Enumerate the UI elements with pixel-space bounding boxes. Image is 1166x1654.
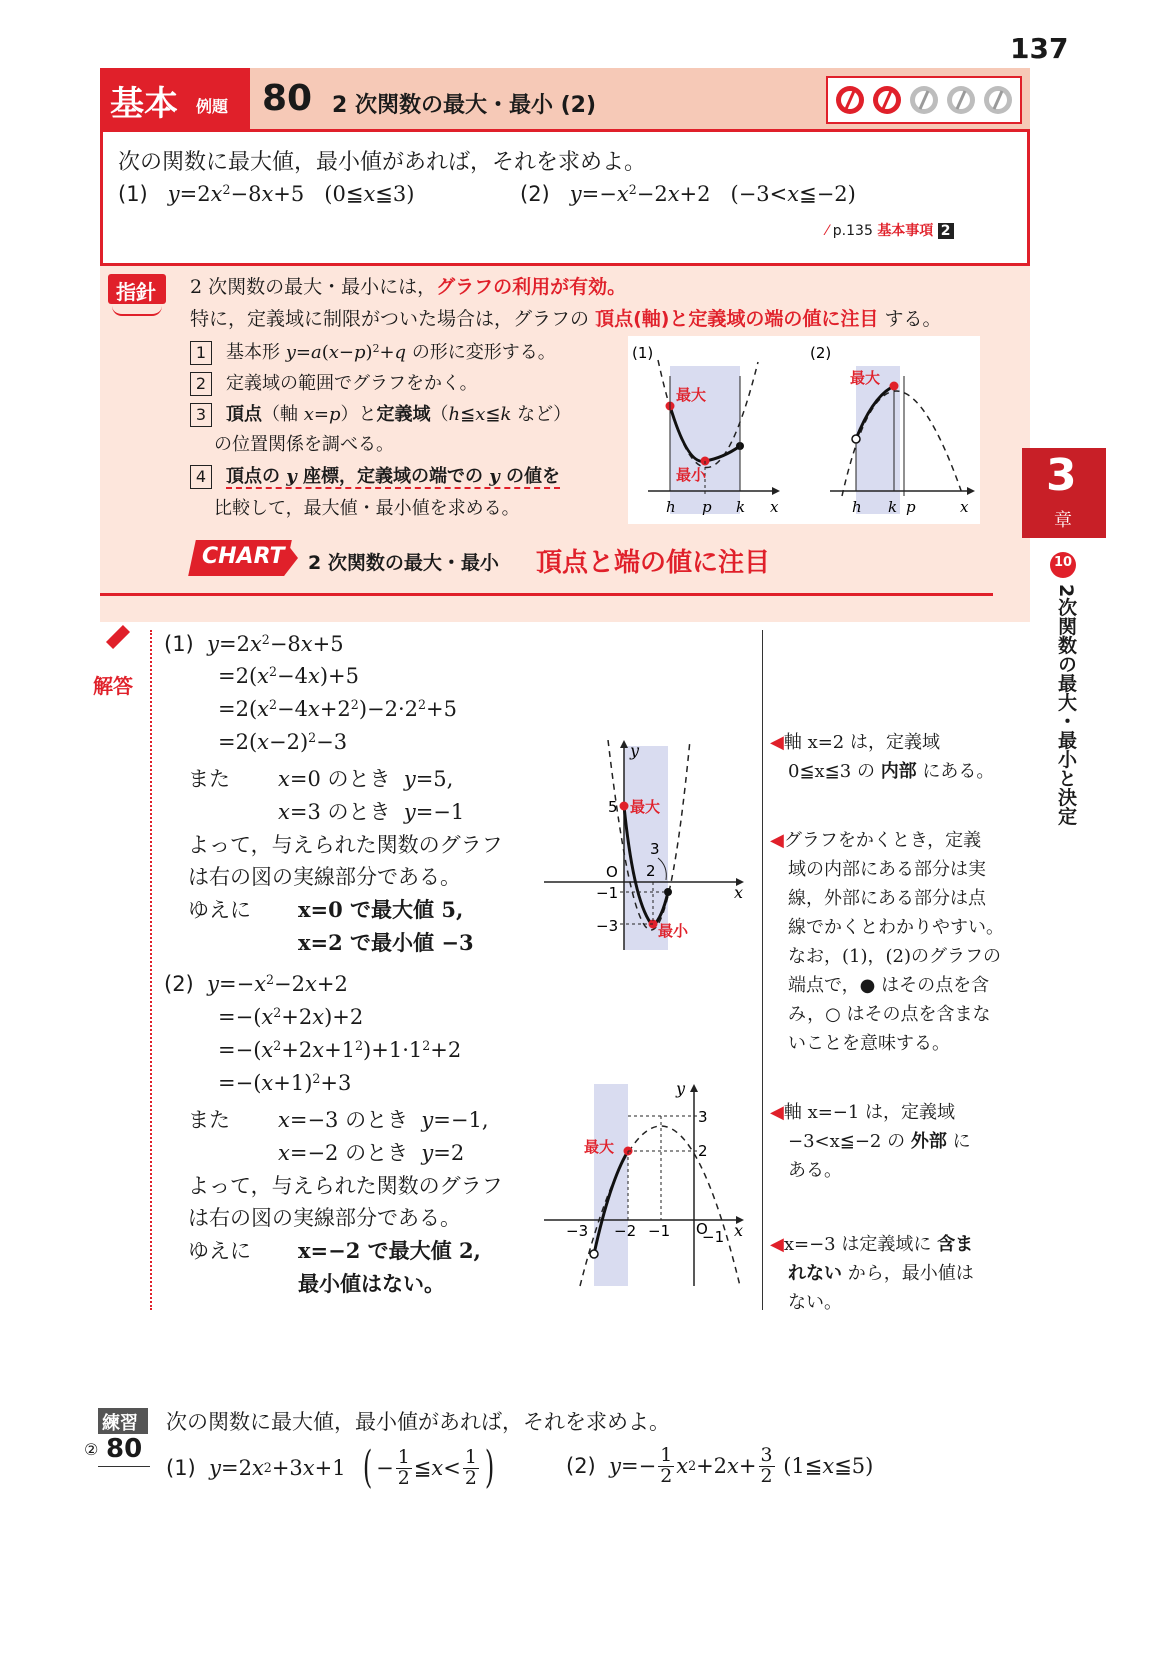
practice-difficulty: ②: [84, 1440, 99, 1459]
chart-label: CHART: [202, 544, 285, 569]
chapter-suffix: 章: [1054, 510, 1072, 531]
ans1-at-3: x=3 のとき y=−1: [278, 800, 465, 824]
example-title: 2 次関数の最大・最小 (2): [332, 93, 597, 118]
svg-text:y: y: [630, 741, 640, 760]
ans2-mata: また: [188, 1108, 230, 1132]
ans1-result-b: x=2 で最小値 −3: [298, 930, 474, 955]
practice-problem-1: (1) y =2 x 2 +3 x +1 ( − $\frac{1}{2}$ ≦ x < $\frac{1}{2}$ ): [166, 1442, 495, 1493]
svg-text:x: x: [734, 883, 744, 902]
reference-text: 基本事項: [877, 223, 934, 239]
problem-2: (2) $y=-x^2-2x+2$ (−3<x≦−2): [520, 182, 856, 206]
svg-text:k: k: [736, 498, 746, 516]
hint-label: [108, 274, 166, 304]
practice-label: [98, 1408, 148, 1434]
ans2-line3: $=-(x^2+2x+1^2)+1\cdot 1^2+2$: [218, 1038, 462, 1062]
problem-1: (1) $y=2x^2-8x+5$ (0≦x≦3): [118, 182, 415, 206]
ans2-yueni: ゆえに: [188, 1239, 251, 1263]
hint-step-3: 3 頂点（軸 x=p）と定義域（h≦x≦k など）: [190, 400, 571, 427]
ans-graph1-min: 最小: [658, 922, 689, 940]
hint-step-2: 2 定義域の範囲でグラフをかく。: [190, 369, 478, 396]
svg-text:y: y: [676, 1079, 686, 1098]
note-4: ◀x=−3 は定義域に 含ま れない から，最小値は ない。: [770, 1234, 974, 1313]
answer-graph-1-svg: [540, 740, 760, 960]
ans2-line4: $=-(x+1)^2+3$: [218, 1071, 352, 1095]
problem-1-label: (1): [118, 182, 148, 206]
ans-graph1-max: 最大: [630, 798, 661, 816]
ans2-at-m3: x=−3 のとき y=−1,: [278, 1108, 489, 1132]
svg-text:h: h: [852, 498, 862, 516]
answer-graph-1: [540, 740, 760, 960]
practice-number: 80: [106, 1434, 143, 1464]
problem-instruction: 次の関数に最大値，最小値があれば，それを求めよ。: [118, 150, 647, 175]
chapter-tab: [1022, 448, 1106, 538]
svg-text:2: 2: [698, 1142, 708, 1160]
svg-text:−1: −1: [596, 884, 619, 902]
ans2-yotte-b: は右の図の実線部分である。: [188, 1206, 461, 1230]
note-2: ◀グラフをかくとき，定義 域の内部にある部分は実 線，外部にある部分は点 線でかくとわかりやすい。 なお，(1)，(2)のグラフの 端点で，● はその点を含 み，○ はその点を含まな いことを意味する。: [770, 830, 1004, 1054]
hint-step-4: 4 頂点の y 座標，定義域の端での y の値を: [190, 462, 560, 489]
difficulty-box: [826, 76, 1022, 124]
graph1-max-label: 最大: [676, 386, 707, 404]
svg-text:x: x: [734, 1221, 744, 1240]
ans1-line1: (1) $y=2x^2-8x+5$: [164, 632, 344, 656]
practice-1-label: (1): [166, 1456, 196, 1481]
chapter-number: 3: [1046, 450, 1077, 501]
ans1-at-0: x=0 のとき y=5,: [278, 767, 454, 791]
answer-margin-rule: [150, 630, 152, 1310]
ans1-line2: $=2(x^2-4x)+5$: [218, 664, 359, 688]
reference-link[interactable]: ⁄ p.135 基本事項 2: [826, 220, 954, 240]
ans2-yotte-a: よって，与えられた関数のグラフ: [188, 1174, 503, 1198]
answer-label: 解答: [93, 674, 133, 698]
badge-main: 基本: [110, 84, 178, 124]
hint-graphs-svg: [628, 336, 980, 524]
svg-text:3: 3: [698, 1108, 708, 1126]
section-badge: [1050, 552, 1076, 578]
difficulty-icon: [947, 86, 975, 114]
page-number: 137: [1010, 32, 1069, 65]
svg-text:3: 3: [650, 840, 660, 858]
difficulty-icon: [836, 86, 864, 114]
practice-instruction: 次の関数に最大値，最小値があれば，それを求めよ。: [166, 1410, 670, 1434]
ans2-at-m2: x=−2 のとき y=2: [278, 1141, 465, 1165]
graph2-max-label: 最大: [850, 369, 881, 387]
badge-arrow: [236, 68, 250, 132]
svg-text:h: h: [666, 498, 676, 516]
practice-rule: [98, 1466, 150, 1467]
hint-step-3b: の位置関係を調べる。: [214, 434, 394, 455]
graph1-label: (1): [632, 344, 654, 362]
svg-text:−3: −3: [596, 917, 619, 935]
svg-text:O: O: [696, 1220, 708, 1238]
svg-text:x: x: [770, 498, 779, 516]
example-badge: [100, 68, 250, 132]
problem-2-label: (2): [520, 182, 550, 206]
svg-text:k: k: [888, 498, 898, 516]
ans1-yueni: ゆえに: [188, 898, 251, 922]
ans2-result-b: 最小値はない。: [298, 1271, 445, 1296]
hint-line-1: 2 次関数の最大・最小には，グラフの利用が有効。: [190, 276, 627, 298]
svg-text:−3: −3: [566, 1222, 589, 1240]
hint-step-1: 1 基本形 $y=a(x-p)^2+q$ の形に変形する。: [190, 338, 556, 365]
difficulty-icon: [984, 86, 1012, 114]
chart-badge-arrow: [284, 540, 298, 576]
section-number: 10: [1053, 555, 1073, 570]
graph2-label: (2): [810, 344, 832, 362]
svg-text:p: p: [702, 498, 712, 516]
svg-text:−2: −2: [614, 1222, 637, 1240]
hint-step-4b: 比較して，最大値・最小値を求める。: [214, 498, 520, 519]
difficulty-icons: [828, 78, 1020, 122]
ans1-line4: $=2(x-2)^2-3$: [218, 730, 348, 754]
badge-sub: 例題: [196, 97, 229, 116]
pencil-icon: [106, 625, 130, 649]
reference-num: 2: [938, 223, 954, 239]
practice-label-text: 練習: [102, 1413, 138, 1434]
ans1-line3: $=2(x^2-4x+2^2)-2\cdot 2^2+5$: [218, 697, 457, 721]
note-3: ◀軸 x=−1 は，定義域 −3<x≦−2 の 外部 に ある。: [770, 1102, 971, 1181]
svg-text:p: p: [906, 498, 916, 516]
graph1-min-label: 最小: [676, 466, 707, 484]
chart-point: 頂点と端の値に注目: [536, 548, 771, 578]
notes-divider: [762, 630, 763, 1310]
ans1-mata: また: [188, 767, 230, 791]
difficulty-icon: [910, 86, 938, 114]
ans2-line2: $=-(x^2+2x)+2$: [218, 1005, 364, 1029]
answer-graph-2: [540, 1076, 760, 1296]
ans2-line1: (2) $y=-x^2-2x+2$: [164, 972, 348, 996]
svg-text:x: x: [960, 498, 969, 516]
book-icon: [112, 306, 162, 316]
practice-problem-2: (2) y =− $\frac{1}{2}$ x 2 +2 x + $\frac{3}{2}$ (1≦ x ≦5): [566, 1444, 874, 1487]
reference-page: p.135: [832, 223, 873, 239]
svg-text:O: O: [606, 863, 618, 881]
ans1-yotte-a: よって，与えられた関数のグラフ: [188, 833, 503, 857]
example-number: 80: [262, 78, 313, 119]
svg-text:−1: −1: [702, 1228, 725, 1246]
hint-bottom-rule: [100, 593, 993, 596]
hint-label-text: 指針: [116, 280, 156, 304]
chart-topic: 2 次関数の最大・最小: [308, 552, 499, 574]
svg-text:5: 5: [608, 798, 618, 816]
ans1-result-a: x=0 で最大値 5,: [298, 897, 464, 922]
hint-line-2: 特に，定義域に制限がついた場合は，グラフの 頂点(軸)と定義域の端の値に注目 する。: [190, 308, 942, 330]
note-1: ◀軸 x=2 は，定義域 0≦x≦3 の 内部 にある。: [770, 732, 995, 782]
difficulty-icon: [873, 86, 901, 114]
hint-graphs: [628, 336, 980, 524]
svg-text:2: 2: [646, 862, 656, 880]
ans1-yotte-b: は右の図の実線部分である。: [188, 865, 461, 889]
answer-graph-2-svg: [540, 1076, 760, 1296]
svg-text:−1: −1: [648, 1222, 671, 1240]
ans2-result-a: x=−2 で最大値 2,: [298, 1238, 481, 1263]
section-title: 2次関数の最大・最小と決定: [1055, 584, 1077, 826]
ans-graph2-max: 最大: [584, 1138, 615, 1156]
practice-2-label: (2): [566, 1454, 596, 1479]
